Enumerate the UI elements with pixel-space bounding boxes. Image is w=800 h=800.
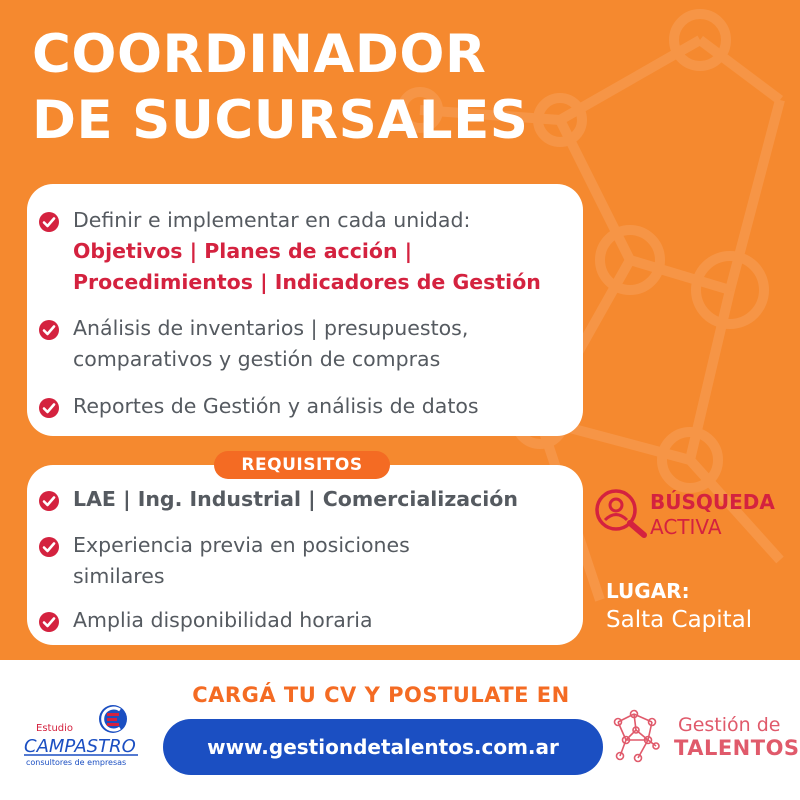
requirement-item-3-text: Amplia disponibilidad horaria	[73, 608, 373, 632]
function-item-3	[38, 391, 479, 422]
search-status-word-2: ACTIVA	[650, 515, 722, 539]
function-item-2-line-2: comparativos y gestión de compras	[73, 347, 441, 371]
website-link[interactable]: www.gestiondetalentos.com.ar	[163, 719, 603, 775]
requirement-item-1-text: LAE | Ing. Industrial | Comercialización	[73, 487, 518, 511]
gestion-de-talentos-logo-line-1: Gestión de	[678, 714, 781, 736]
requirement-item-2-line-2: similares	[73, 564, 165, 588]
check-circle-icon	[38, 319, 60, 341]
requirement-item-3	[38, 605, 373, 636]
function-item-2-line-1: Análisis de inventarios | presupuestos,	[73, 316, 469, 340]
requirement-item-1	[38, 484, 518, 515]
function-item-3-text: Reportes de Gestión y análisis de datos	[73, 394, 479, 418]
campastro-logo	[18, 700, 148, 770]
check-circle-icon	[38, 397, 60, 419]
requirement-item-2-line-1: Experiencia previa en posiciones	[73, 533, 410, 557]
campastro-logo-name: CAMPASTRO	[24, 736, 136, 757]
check-circle-icon	[38, 490, 60, 512]
function-item-2	[38, 313, 468, 375]
job-title	[32, 22, 528, 154]
job-title-line-1: COORDINADOR	[32, 24, 487, 85]
check-circle-icon	[38, 211, 60, 233]
function-item-1-text: Definir e implementar en cada unidad:	[73, 208, 471, 232]
search-person-icon	[592, 488, 650, 538]
function-item-1	[38, 205, 541, 298]
campastro-logo-tagline: consultores de empresas	[26, 758, 127, 767]
campastro-logo-prefix: Estudio	[36, 723, 74, 734]
requirement-item-2	[38, 530, 410, 592]
location-value: Salta Capital	[606, 607, 753, 633]
requirements-badge: REQUISITOS	[214, 451, 390, 479]
search-status-word-1: BÚSQUEDA	[650, 490, 775, 514]
call-to-action-text: CARGÁ TU CV Y POSTULATE EN	[192, 683, 570, 707]
gestion-de-talentos-logo-line-2: TALENTOS	[674, 736, 800, 760]
function-item-1-highlight-2: Procedimientos | Indicadores de Gestión	[73, 270, 541, 294]
job-title-line-2: DE SUCURSALES	[32, 90, 529, 151]
check-circle-icon	[38, 536, 60, 558]
function-item-1-highlight-1: Objetivos | Planes de acción |	[73, 239, 413, 263]
location-label: LUGAR:	[606, 579, 690, 603]
check-circle-icon	[38, 611, 60, 633]
